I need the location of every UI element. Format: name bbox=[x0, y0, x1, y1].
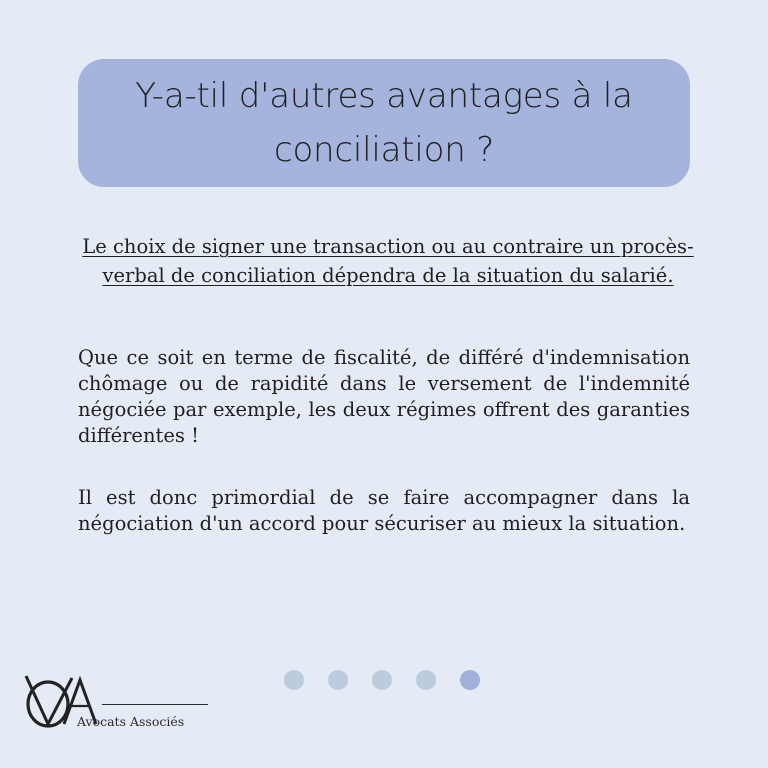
pagination-dot-3[interactable] bbox=[372, 670, 392, 690]
title-banner bbox=[78, 59, 690, 187]
pagination-dot-5[interactable] bbox=[460, 670, 480, 690]
logo-divider bbox=[102, 704, 208, 705]
logo-name: Avocats Associés bbox=[77, 714, 185, 729]
paragraph-2: Il est donc primordial de se faire accompagner dans la négociation d'un accord pour sécuriser au mieux la situation. bbox=[78, 486, 690, 535]
pagination-dot-2[interactable] bbox=[328, 670, 348, 690]
pagination-dot-1[interactable] bbox=[284, 670, 304, 690]
page-title: Y-a-til d'autres avantages à la conciliation ? bbox=[135, 76, 633, 170]
pagination-dot-4[interactable] bbox=[416, 670, 436, 690]
paragraph-1: Que ce soit en terme de fiscalité, de différé d'indemnisation chômage ou de rapidité dans le versement de l'indemnité négociée par exemple, les deux régimes offrent des garanties différentes ! bbox=[78, 346, 690, 447]
logo bbox=[24, 672, 194, 742]
pagination-dots bbox=[284, 670, 480, 690]
intro-text: Le choix de signer une transaction ou au contraire un procès-verbal de conciliation dépendra de la situation du salarié. bbox=[82, 235, 694, 287]
